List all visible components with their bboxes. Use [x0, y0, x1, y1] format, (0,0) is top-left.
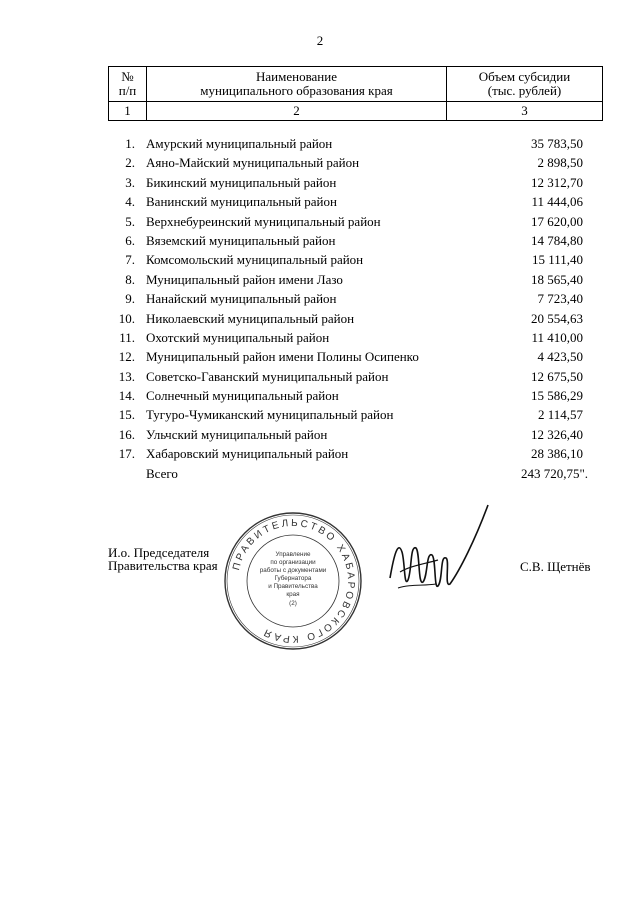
signatory-name: С.В. Щетнёв — [520, 559, 591, 574]
row-value: 2 114,57 — [537, 407, 583, 423]
header-col-name — [147, 67, 447, 102]
handwritten-signature — [380, 500, 490, 610]
row-number: 13. — [118, 368, 135, 384]
row-value: 17 620,00 — [531, 213, 583, 229]
table-row — [110, 444, 610, 463]
seal-line: по организации — [270, 559, 316, 566]
row-value: 11 410,00 — [531, 329, 583, 345]
seal-line: и Правительства — [268, 583, 318, 590]
header-col-sum-line2: (тыс. рублей) — [487, 83, 562, 98]
row-value: 28 386,10 — [531, 446, 583, 462]
header-col-name-line1: Наименование — [256, 69, 337, 84]
row-number: 2. — [125, 155, 135, 171]
row-name: Тугуро-Чумиканский муниципальный район — [146, 407, 394, 423]
seal-line: края — [286, 591, 300, 598]
row-value: 12 675,50 — [531, 368, 583, 384]
row-number: 1. — [125, 136, 135, 151]
table-row — [110, 425, 610, 444]
table-row — [110, 405, 610, 424]
row-name: Нанайский муниципальный район — [146, 291, 337, 307]
header-col-number-line2: п/п — [118, 83, 137, 98]
header-col-sum — [447, 67, 603, 102]
total-row — [110, 464, 610, 483]
row-value: 12 326,40 — [531, 426, 583, 442]
row-number: 16. — [118, 426, 135, 442]
header-num-1: 1 — [109, 102, 147, 121]
row-number: 17. — [118, 446, 135, 462]
row-name: Хабаровский муниципальный район — [146, 446, 349, 462]
table-row — [110, 134, 610, 153]
total-label: Всего — [146, 465, 178, 481]
table-row — [110, 386, 610, 405]
row-number: 4. — [125, 194, 135, 210]
table-row — [110, 367, 610, 386]
table-row — [110, 328, 610, 347]
header-num-2: 2 — [147, 102, 447, 121]
row-value: 2 898,50 — [537, 155, 583, 171]
row-name: Николаевский муниципальный район — [146, 310, 355, 326]
row-name: Бикинский муниципальный район — [146, 174, 337, 190]
table-row — [110, 192, 610, 211]
page-number: 2 — [316, 33, 324, 48]
row-value: 18 565,40 — [531, 271, 583, 287]
row-name: Солнечный муниципальный район — [146, 388, 339, 404]
table-row — [110, 153, 610, 172]
row-number: 14. — [118, 388, 135, 404]
seal-line: Управление — [275, 551, 311, 558]
row-name: Ульчский муниципальный район — [146, 426, 328, 442]
row-value: 15 111,40 — [531, 252, 583, 268]
row-number: 9. — [125, 291, 135, 307]
row-value: 4 423,50 — [537, 349, 583, 365]
signatory-position-line2: Правительства края — [108, 558, 218, 573]
header-col-number — [109, 67, 147, 102]
header-num-3: 3 — [447, 102, 603, 121]
seal-line: Губернатора — [274, 575, 312, 582]
table-row — [110, 250, 610, 269]
seal-outer-text: ПРАВИТЕЛЬСТВО ХАБАРОВСКОГО КРАЯ — [231, 517, 357, 645]
row-number: 10. — [118, 310, 135, 326]
table-row — [110, 309, 610, 328]
row-number: 8. — [125, 271, 135, 287]
row-value: 15 586,29 — [531, 388, 583, 404]
row-value: 14 784,80 — [531, 232, 583, 248]
row-value: 35 783,50 — [531, 136, 583, 151]
total-value: 243 720,75". — [520, 465, 588, 481]
row-number: 15. — [118, 407, 135, 423]
row-name: Верхнебуреинский муниципальный район — [146, 213, 381, 229]
header-col-sum-line1: Объем субсидии — [478, 69, 571, 84]
row-name: Комсомольский муниципальный район — [146, 252, 364, 268]
row-number: 3. — [125, 174, 135, 190]
row-number: 6. — [125, 232, 135, 248]
row-name: Аяно-Майский муниципальный район — [146, 155, 360, 171]
table-row — [110, 347, 610, 366]
header-col-name-line2: муниципального образования края — [200, 83, 393, 98]
seal-line: (2) — [289, 600, 297, 607]
row-name: Ванинский муниципальный район — [146, 194, 337, 210]
header-col-number-line1: № — [121, 69, 134, 84]
row-name: Охотский муниципальный район — [146, 329, 330, 345]
signatory-position — [108, 546, 218, 572]
row-number: 11. — [119, 329, 135, 345]
table-body — [110, 134, 610, 483]
row-name: Муниципальный район имени Полины Осипенко — [146, 349, 419, 365]
row-name: Амурский муниципальный район — [146, 136, 333, 151]
table-row — [110, 231, 610, 250]
table-row — [110, 289, 610, 308]
row-value: 7 723,40 — [537, 291, 583, 307]
table-row — [110, 270, 610, 289]
row-name: Советско-Гаванский муниципальный район — [146, 368, 389, 384]
table-row — [110, 173, 610, 192]
official-seal — [222, 510, 364, 652]
row-number: 12. — [118, 349, 135, 365]
table-header — [108, 66, 603, 121]
row-number: 7. — [125, 252, 135, 268]
row-value: 11 444,06 — [531, 194, 583, 210]
signatory-position-line1: И.о. Председателя — [108, 545, 210, 560]
row-name: Муниципальный район имени Лазо — [146, 271, 343, 287]
table-row — [110, 212, 610, 231]
row-number: 5. — [125, 213, 135, 229]
row-value: 20 554,63 — [531, 310, 583, 326]
seal-line: работы с документами — [259, 567, 327, 574]
row-value: 12 312,70 — [531, 174, 583, 190]
row-name: Вяземский муниципальный район — [146, 232, 336, 248]
